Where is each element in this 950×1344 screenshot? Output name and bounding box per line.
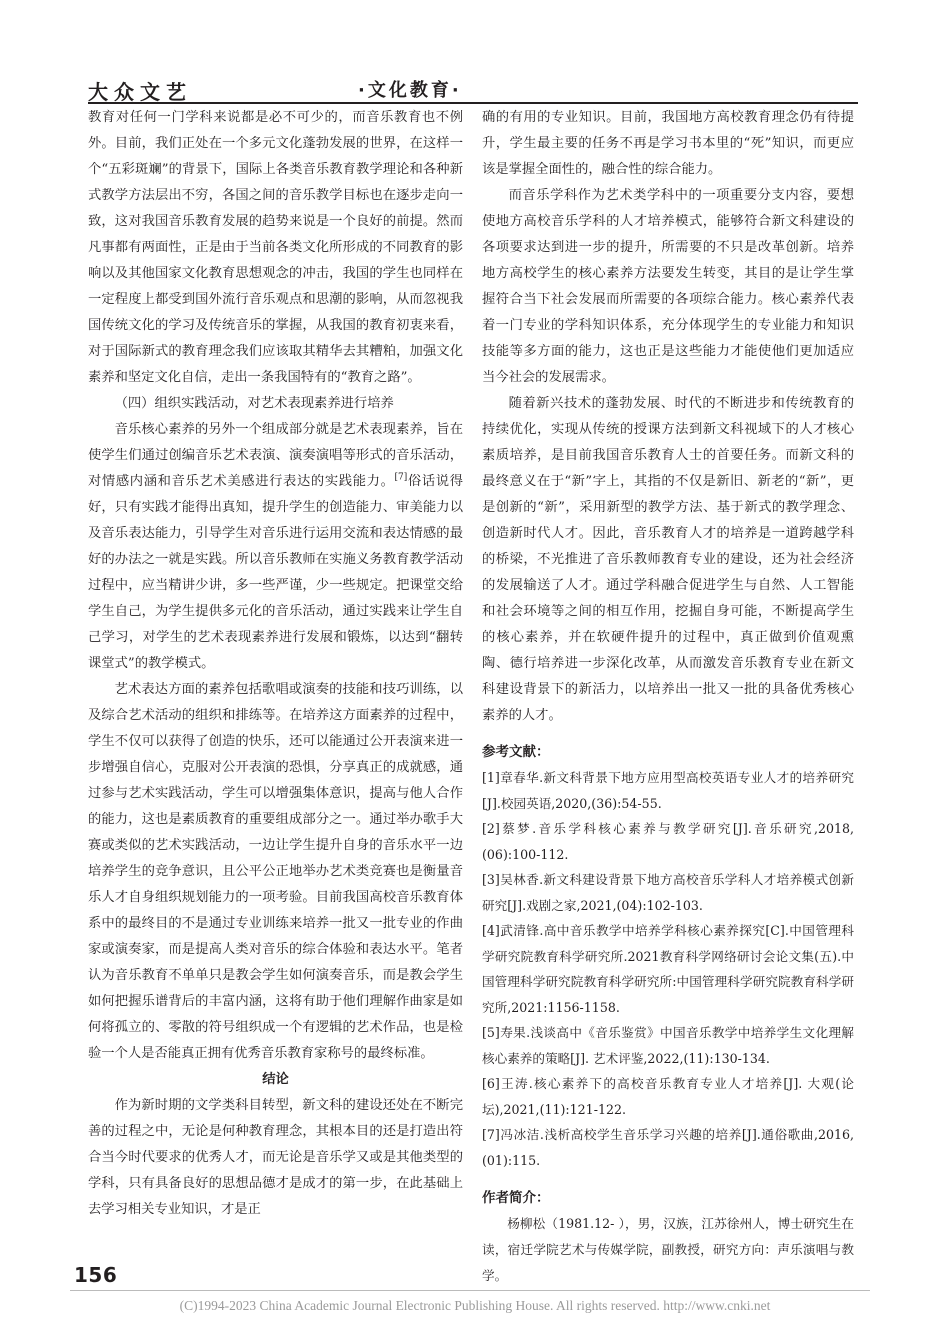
author-title: 作者简介：	[482, 1190, 550, 1206]
paragraph: 确的有用的专业知识。目前，我国地方高校教育理念仍有待提升，学生最主要的任务不再是学习书本里的“死”知识，而更应该是掌握全面性的，融合性的综合能力。	[482, 110, 854, 177]
page-number: 156	[74, 1263, 118, 1287]
journal-title: 大众文艺	[88, 80, 192, 104]
paragraph	[88, 417, 463, 677]
copyright-footer: (C)1994-2023 China Academic Journal Electronic Publishing House. All rights reserved. http://www.cnki.net	[179, 1298, 771, 1313]
conclusion-heading: 结论	[262, 1072, 289, 1087]
citation-marker: [7]	[394, 472, 408, 483]
header-rule	[88, 102, 858, 104]
reference-item: [1]章春华.新文科背景下地方应用型高校英语专业人才的培养研究[J].校园英语,2020,(36):54-55.	[482, 770, 854, 811]
paragraph-text: 俗话说得好，只有实践才能得出真知，提升学生的创造能力、审美能力以及音乐表达能力，引导学生对音乐进行运用交流和表达情感的最好的办法之一就是实践。所以音乐教师在实施义务教育教学活动过程中，应当精讲少讲，多一些严谨，少一些规定。把课堂交给学生自己，为学生提供多元化的音乐活动，通过实践来让学生自己学习，对学生的艺术表现素养进行发展和锻炼，以达到“翻转课堂式”的教学模式。	[88, 474, 464, 671]
paragraph: 作为新时期的文学类科目转型，新文科的建设还处在不断完善的过程之中，无论是何种教育理念，其根本目的还是打造出符合当今时代要求的优秀人才，而无论是音乐学又或是其他类型的学科，只有具备良好的思想品德才是成才的第一步，在此基础上去学习相关专业知识，才是正	[88, 1098, 463, 1217]
reference-item: [5]寿果.浅谈高中《音乐鉴赏》中国音乐教学中培养学生文化理解核心素养的策略[J]. 艺术评鉴,2022,(11):130-134.	[482, 1025, 854, 1066]
reference-item: [2]蔡梦.音乐学科核心素养与教学研究[J].音乐研究,2018,(06):100-112.	[482, 821, 854, 862]
footer-rule	[70, 1290, 870, 1291]
paragraph-text: 音乐核心素养的另外一个组成部分就是艺术表现素养，旨在使学生们通过创编音乐艺术表演、演奏演唱等形式的音乐活动，对情感内涵和音乐艺术美感进行表达的实践能力。	[88, 422, 463, 489]
reference-item: [3]吴林香.新文科建设背景下地方高校音乐学科人才培养模式创新研究[J].戏剧之家,2021,(04):102-103.	[482, 872, 854, 913]
paragraph: 教育对任何一门学科来说都是必不可少的，而音乐教育也不例外。目前，我们正处在一个多元文化蓬勃发展的世界，在这样一个“五彩斑斓”的背景下，国际上各类音乐教育教学理论和各种新式教学方法层出不穷，各国之间的音乐教学目标也在逐步走向一致，这对我国音乐教育发展的趋势来说是一个良好的前提。然而凡事都有两面性，正是由于当前各类文化所形成的不同教育的影响以及其他国家文化教育思想观念的冲击，我国的学生也同样在一定程度上都受到国外流行音乐观点和思潮的影响，从而忽视我国传统文化的学习及传统音乐的掌握，从我国的教育初衷来看，对于国际新式的教育理念我们应该取其精华去其糟粕，加强文化素养和坚定文化自信，走出一条我国特有的“教育之路”。	[88, 110, 463, 385]
author-bio: 杨柳松（1981.12- ），男，汉族，江苏徐州人，博士研究生在读，宿迁学院艺术与传媒学院，副教授，研究方向：声乐演唱与教学。	[482, 1216, 854, 1283]
reference-item: [4]武清锋.高中音乐教学中培养学科核心素养探究[C].中国管理科学研究院教育科学研究所.2021教育科学网络研讨会论文集(五).中国管理科学研究院教育科学研究所:中国管理科学研究院教育科学研究所,2021:1156-1158.	[482, 923, 854, 1015]
reference-item: [7]冯冰洁.浅析高校学生音乐学习兴趣的培养[J].通俗歌曲,2016,(01):115.	[482, 1127, 854, 1168]
masthead	[88, 76, 848, 104]
reference-item: [6]王涛.核心素养下的高校音乐教育专业人才培养[J]. 大观(论坛),2021,(11):121-122.	[482, 1076, 854, 1117]
right-column	[482, 105, 854, 1289]
paragraph: 而音乐学科作为艺术类学科中的一项重要分支内容，要想使地方高校音乐学科的人才培养模式，能够符合新文科建设的各项要求达到进一步的提升，所需要的不只是改革创新。培养地方高校学生的核心素养方法要发生转变，其目的是让学生掌握符合当下社会发展而所需要的各项综合能力。核心素养代表着一门专业的学科知识体系，充分体现学生的专业能力和知识技能等多方面的能力，这也正是这些能力才能使他们更加适应当今社会的发展需求。	[482, 188, 854, 385]
paragraph: 艺术表达方面的素养包括歌唱或演奏的技能和技巧训练，以及综合艺术活动的组织和排练等。在培养这方面素养的过程中，学生不仅可以获得了创造的快乐，还可以能通过公开表演来进一步增强自信心，克服对公开表演的恐惧，分享真正的成就感，通过参与艺术实践活动，学生可以增强集体意识，提高与他人合作的能力，这也是素质教育的重要组成部分之一。通过举办歌手大赛或类似的艺术实践活动，一边让学生提升自身的音乐水平一边培养学生的竞争意识，且公平公正地举办艺术类竞赛也是衡量音乐人才自身组织规划能力的一项考验。目前我国高校音乐教育体系中的最终目的不是通过专业训练来培养一批又一批专业的作曲家或演奏家，而是提高人类对音乐的综合体验和表达水平。笔者认为音乐教育不单单只是教会学生如何演奏音乐，而是教会学生如何把握乐谱背后的丰富内涵，这将有助于他们理解作曲家是如何将孤立的、零散的符号组织成一个有逻辑的艺术作品，也是检验一个人是否能真正拥有优秀音乐教育家称号的最终标准。	[88, 682, 463, 1061]
paragraph: 随着新兴技术的蓬勃发展、时代的不断进步和传统教育的持续优化，实现从传统的授课方法到新文科视域下的人才核心素质培养，是目前我国音乐教育人士的首要任务。而新文科的最终意义在于“新”字上，其指的不仅是新旧、新老的“新”，更是创新的“新”，采用新型的教学方法、基于新式的教学理念、创造新时代人才。因此，音乐教育人才的培养是一道跨越学科的桥梁，不光推进了音乐教师教育专业的建设，还为社会经济的发展输送了人才。通过学科融合促进学生与自然、人工智能和社会环境等之间的相互作用，挖掘自身可能，不断提高学生的核心素养，并在软硬件提升的过程中，真正做到价值观熏陶、德行培养进一步深化改革，从而激发音乐教育专业在新文科建设背景下的新活力，以培养出一批又一批的具备优秀核心素养的人才。	[482, 396, 854, 723]
references-title: 参考文献：	[482, 744, 550, 760]
section-title: ·文化教育·	[358, 80, 462, 101]
left-column	[88, 105, 463, 1223]
section-subheading: （四）组织实践活动，对艺术表现素养进行培养	[114, 396, 394, 411]
